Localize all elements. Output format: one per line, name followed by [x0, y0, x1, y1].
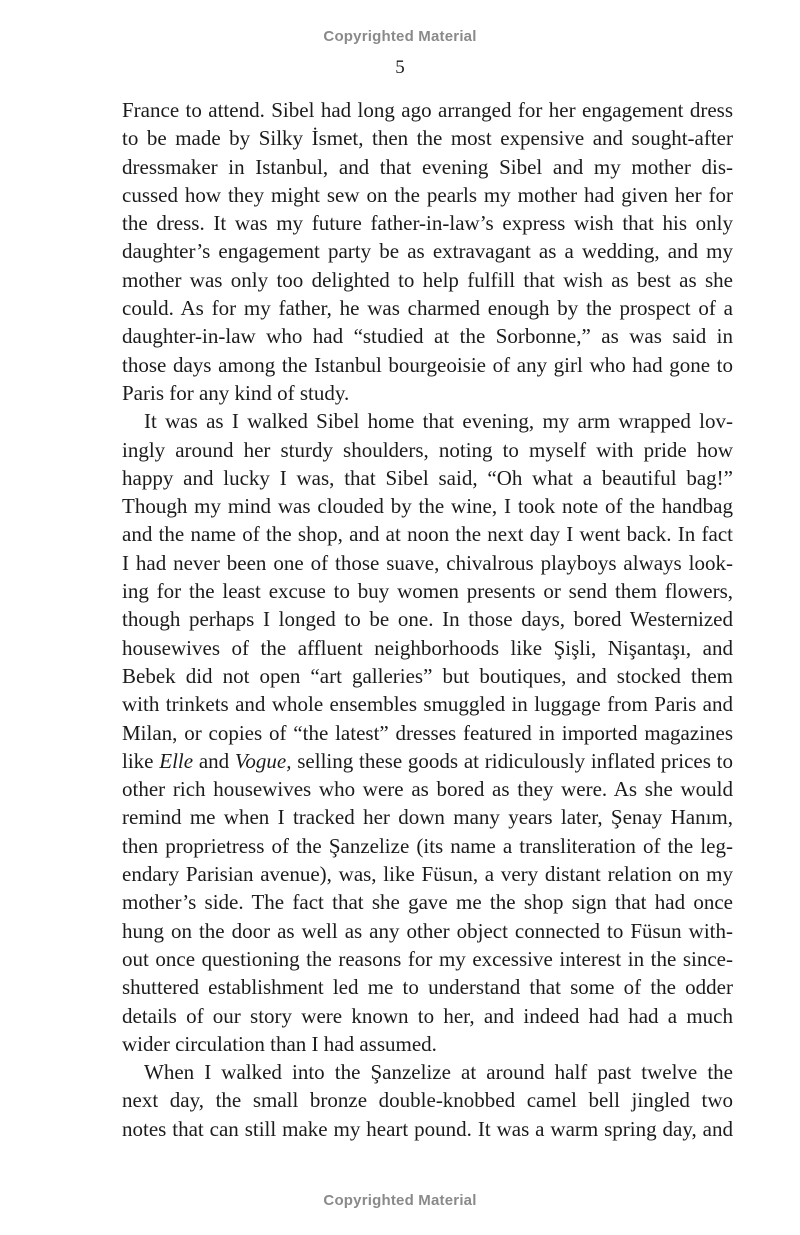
text-line: out once questioning the reasons for my excessive interest in the since-	[122, 946, 733, 971]
text-fragment: selling these goods at ridiculously inflated prices to	[291, 748, 733, 773]
text-line: It was as I walked Sibel home that evening, my arm wrapped lov-	[144, 409, 733, 434]
text-line: mother’s side. The fact that she gave me the shop sign that had once	[122, 890, 733, 915]
text-line: Milan, or copies of “the latest” dresses featured in imported magazines	[122, 720, 733, 745]
text-line: then proprietress of the Şanzelize (its name a transliteration of the leg-	[122, 833, 733, 858]
text-line: housewives of the affluent neighborhoods like Şişli, Nişantaşı, and	[122, 635, 733, 660]
text-line: next day, the small bronze double-knobbed camel bell jingled two	[122, 1088, 733, 1113]
text-line: shuttered establishment led me to understand that some of the odder	[122, 975, 733, 1000]
paragraph-3	[122, 1058, 733, 1143]
text-line: ingly around her sturdy shoulders, noting to myself with pride how	[122, 437, 733, 462]
text-line: remind me when I tracked her down many years later, Şenay Hanım,	[122, 805, 733, 830]
paragraph-1	[122, 96, 733, 407]
text-line: dressmaker in Istanbul, and that evening Sibel and my mother dis-	[122, 154, 733, 179]
text-line: wider circulation than I had assumed.	[122, 1031, 437, 1056]
text-line-with-italics	[122, 747, 733, 775]
text-line: other rich housewives who were as bored as they were. As she would	[122, 777, 733, 802]
text-line: Bebek did not open “art galleries” but boutiques, and stocked them	[122, 663, 733, 688]
paragraph-2	[122, 407, 733, 1058]
text-line: mother was only too delighted to help fulfill that wish as best as she	[122, 267, 733, 292]
text-line: cussed how they might sew on the pearls my mother had given her for	[122, 182, 733, 207]
copyright-watermark-bottom: Copyrighted Material	[323, 1192, 477, 1209]
text-line: daughter-in-law who had “studied at the Sorbonne,” as was said in	[122, 324, 733, 349]
copyright-watermark-top: Copyrighted Material	[323, 28, 477, 45]
text-line: hung on the door as well as any other object connected to Füsun with-	[122, 918, 733, 943]
text-line: endary Parisian avenue), was, like Füsun, a very distant relation on my	[122, 862, 733, 887]
text-line: daughter’s engagement party be as extravagant as a wedding, and my	[122, 239, 733, 264]
text-line: though perhaps I longed to be one. In those days, bored Westernized	[122, 607, 733, 632]
magazine-title-elle: Elle	[159, 748, 194, 773]
text-line: notes that can still make my heart pound. It was a warm spring day, and	[122, 1116, 733, 1141]
text-line: could. As for my father, he was charmed enough by the prospect of a	[122, 296, 733, 321]
text-line: the dress. It was my future father-in-law’s express wish that his only	[122, 211, 733, 236]
text-line: happy and lucky I was, that Sibel said, “Oh what a beautiful bag!”	[122, 465, 733, 490]
text-line: those days among the Istanbul bourgeoisie of any girl who had gone to	[122, 352, 733, 377]
page-number: 5	[395, 57, 405, 78]
book-page-text	[122, 96, 733, 1143]
text-line: details of our story were known to her, and indeed had had a much	[122, 1003, 733, 1028]
text-line: and the name of the shop, and at noon the next day I went back. In fact	[122, 522, 733, 547]
text-fragment: like	[122, 748, 160, 773]
text-line: I had never been one of those suave, chivalrous playboys always look-	[122, 550, 733, 575]
text-line: with trinkets and whole ensembles smuggled in luggage from Paris and	[122, 692, 733, 717]
magazine-title-vogue: Vogue,	[234, 748, 292, 773]
text-line: to be made by Silky İsmet, then the most expensive and sought-after	[122, 126, 733, 151]
text-fragment: and	[193, 748, 235, 773]
text-line: Paris for any kind of study.	[122, 380, 350, 405]
text-line: France to attend. Sibel had long ago arranged for her engagement dress	[122, 98, 733, 122]
text-line: Though my mind was clouded by the wine, I took note of the handbag	[122, 494, 733, 519]
text-line: When I walked into the Şanzelize at around half past twelve the	[144, 1060, 733, 1085]
text-line: ing for the least excuse to buy women presents or send them flowers,	[122, 579, 733, 604]
